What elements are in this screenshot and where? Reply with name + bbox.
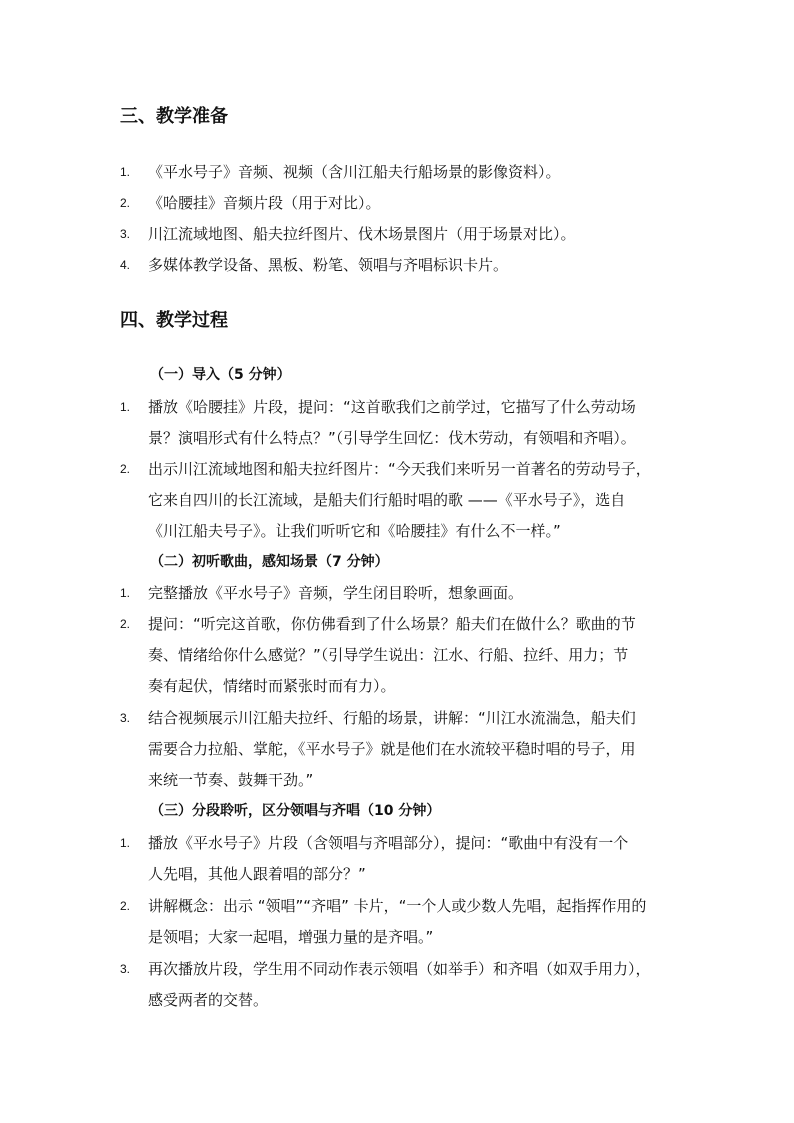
list-item xyxy=(120,157,680,188)
list-number: 2. xyxy=(120,899,131,913)
list-item-text: 播放《平水号子》片段（含领唱与齐唱部分），提问：“歌曲中有没有一个 xyxy=(148,834,629,852)
list-number: 2. xyxy=(120,462,131,476)
section-heading-preparation: 三、教学准备 xyxy=(120,106,228,127)
subsection-heading-segmented-listening: （三）分段聆听，区分领唱与齐唱（10 分钟） xyxy=(150,803,441,819)
list-item-text: 讲解概念：出示 “领唱”“齐唱” 卡片，“一个人或少数人先唱，起指挥作用的 xyxy=(148,897,647,915)
list-item-text: 它来自四川的长江流域，是船夫们行船时唱的歌 ——《平水号子》，选自 xyxy=(148,491,626,509)
list-item-text: 来统一节奏、鼓舞干劲。” xyxy=(148,771,314,789)
list-item-text: 提问：“听完这首歌，你仿佛看到了什么场景？船夫们在做什么？歌曲的节 xyxy=(148,615,636,633)
list-item xyxy=(120,703,680,796)
list-item xyxy=(120,188,680,219)
list-item-text: 完整播放《平水号子》音频，学生闭目聆听，想象画面。 xyxy=(148,584,524,602)
list-item-text: 多媒体教学设备、黑板、粉笔、领唱与齐唱标识卡片。 xyxy=(148,256,509,274)
list-item-text: 奏、情绪给你什么感觉？”（引导学生说出：江水、行船、拉纤、用力；节 xyxy=(148,646,629,664)
list-item-text: 《川江船夫号子》。让我们听听它和《哈腰挂》有什么不一样。” xyxy=(148,522,561,540)
list-item-text: 《哈腰挂》音频片段（用于对比）。 xyxy=(148,194,381,212)
list-item xyxy=(120,578,680,609)
list-item xyxy=(120,250,680,281)
list-item-text: 奏有起伏，情绪时而紧张时而有力）。 xyxy=(148,677,396,695)
list-item xyxy=(120,219,680,250)
list-item xyxy=(120,392,680,454)
list-number: 1. xyxy=(120,400,131,414)
list-item-text: 结合视频展示川江船夫拉纤、行船的场景，讲解：“川江水流湍急，船夫们 xyxy=(148,709,636,727)
list-item-text: 是领唱；大家一起唱，增强力量的是齐唱。” xyxy=(148,928,434,946)
list-item xyxy=(120,609,680,702)
list-item-text: 景？演唱形式有什么特点？”（引导学生回忆：伐木劳动，有领唱和齐唱）。 xyxy=(148,429,636,447)
list-item-text: 川江流域地图、船夫拉纤图片、伐木场景图片（用于场景对比）。 xyxy=(148,225,576,243)
list-number: 3. xyxy=(120,711,131,725)
subsection-heading-intro: （一）导入（5 分钟） xyxy=(150,367,291,383)
list-item xyxy=(120,828,680,890)
list-number: 4. xyxy=(120,258,131,272)
list-item xyxy=(120,954,680,1016)
list-item-text: 播放《哈腰挂》片段，提问：“这首歌我们之前学过，它描写了什么劳动场 xyxy=(148,398,636,416)
list-number: 1. xyxy=(120,836,131,850)
list-number: 3. xyxy=(120,227,131,241)
list-item-text: 感受两者的交替。 xyxy=(148,991,269,1009)
list-number: 2. xyxy=(120,617,131,631)
list-item xyxy=(120,454,680,547)
list-number: 1. xyxy=(120,586,131,600)
section-heading-process: 四、教学过程 xyxy=(120,310,228,331)
list-item-text: 再次播放片段，学生用不同动作表示领唱（如举手）和齐唱（如双手用力）， xyxy=(148,960,651,978)
list-item xyxy=(120,891,680,953)
subsection-heading-first-listening: （二）初听歌曲，感知场景（7 分钟） xyxy=(150,554,389,570)
list-number: 2. xyxy=(120,196,131,210)
list-number: 3. xyxy=(120,962,131,976)
list-item-text: 《平水号子》音频、视频（含川江船夫行船场景的影像资料）。 xyxy=(148,163,561,181)
list-item-text: 需要合力拉船、掌舵，《平水号子》就是他们在水流较平稳时唱的号子，用 xyxy=(148,740,636,758)
list-item-text: 人先唱，其他人跟着唱的部分？” xyxy=(148,865,366,883)
list-number: 1. xyxy=(120,165,131,179)
list-item-text: 出示川江流域地图和船夫拉纤图片：“今天我们来听另一首著名的劳动号子， xyxy=(148,460,651,478)
